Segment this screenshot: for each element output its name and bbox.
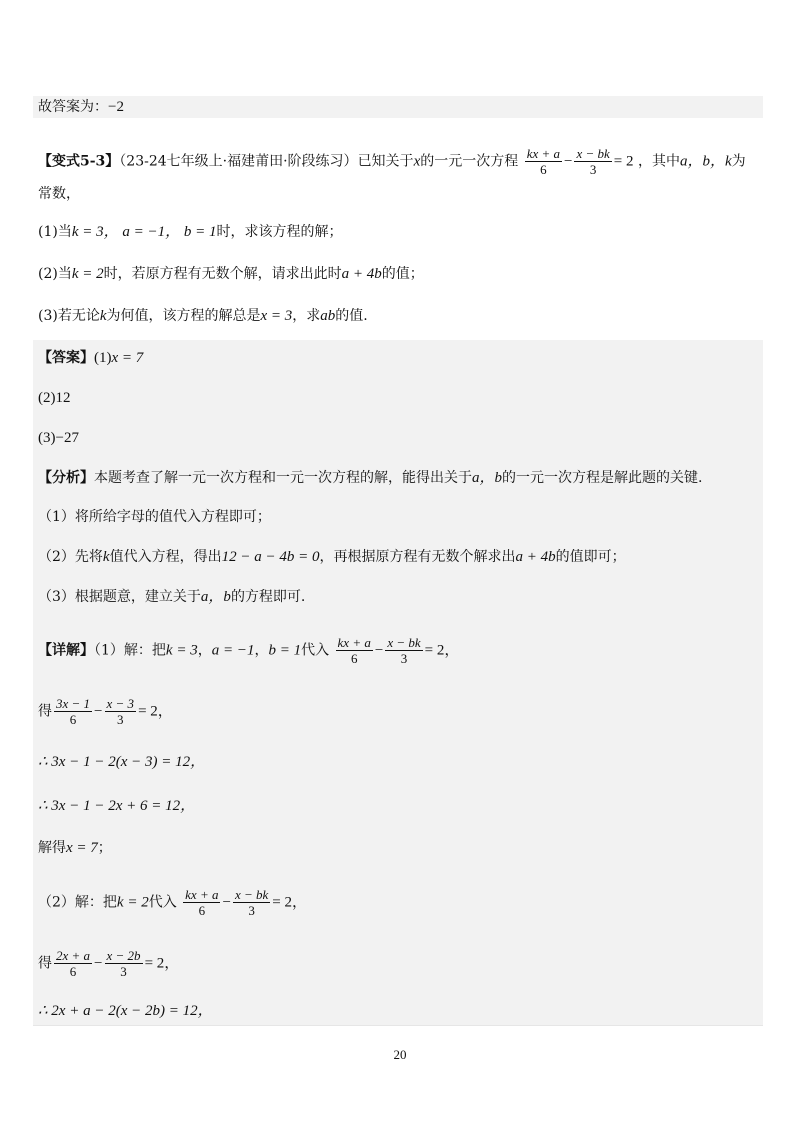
- answer-1-prefix: (1): [94, 350, 112, 366]
- minus-sign: −: [374, 642, 384, 659]
- detail-s5-a: 解得: [38, 840, 66, 856]
- fraction-denominator: 3: [248, 903, 255, 918]
- detail-s1-m1: k = 3: [165, 642, 198, 659]
- detail-s2-fraction-1: [54, 696, 92, 727]
- fraction-denominator: 3: [120, 964, 127, 979]
- answer-line-3: (3)−27: [38, 430, 79, 446]
- detail-s1-sep2: ，: [254, 642, 269, 659]
- previous-answer-value: −2: [108, 99, 124, 115]
- question-3-k: k: [99, 308, 107, 324]
- analysis-p2-math2: a + 4b: [515, 549, 556, 565]
- question-3: [38, 306, 368, 326]
- equation-rhs: = 2: [613, 153, 634, 170]
- problem-stem-line2: 常数，: [38, 186, 80, 202]
- detail-s2-rhs: = 2，: [138, 703, 173, 720]
- analysis-p2-c: ，再根据原方程有无数个解求出: [319, 549, 516, 565]
- detail-s1-fraction-2: [385, 635, 422, 666]
- analysis-p3-vars: a，b: [200, 589, 231, 605]
- analysis-p2-math: 12 − a − 4b = 0: [221, 549, 320, 565]
- answer-1-math: x = 7: [111, 350, 144, 366]
- detail-s6-a: （2）解：把: [38, 894, 117, 911]
- detail-s1-sep1: ，: [197, 642, 212, 659]
- detail-s7-fraction-2: [105, 948, 143, 979]
- question-2-math: k = 2: [71, 266, 104, 282]
- analysis-line: [38, 468, 702, 488]
- problem-fraction-1: [525, 146, 562, 177]
- previous-answer-line: [38, 97, 124, 117]
- analysis-p3-b: 的方程即可.: [230, 589, 306, 605]
- analysis-point-3: [38, 587, 305, 607]
- detail-s1-a: （1）解：把: [94, 642, 166, 659]
- detail-s2-fraction-2: [105, 696, 137, 727]
- analysis-p2-a: （2）先将: [38, 549, 103, 565]
- detail-s6-rhs: = 2，: [272, 894, 307, 911]
- question-3-text2: ，求: [292, 308, 321, 324]
- footer-divider: [33, 1025, 763, 1026]
- detail-s5-b: ；: [97, 840, 112, 856]
- fraction-numerator: 3x − 1: [56, 696, 91, 711]
- problem-line-1: [38, 146, 746, 177]
- detail-s2-a: 得: [38, 703, 52, 720]
- fraction-numerator: kx + a: [185, 887, 219, 902]
- solution-shade: [33, 340, 763, 1025]
- detail-step-3: ∴ 3x − 1 − 2(x − 3) = 12，: [38, 754, 206, 770]
- detail-step-4: ∴ 3x − 1 − 2x + 6 = 12，: [38, 798, 196, 814]
- fraction-numerator: x − bk: [387, 635, 421, 650]
- question-2: [38, 264, 424, 284]
- question-2-text: 时，若原方程有无数个解，请求出此时: [103, 266, 342, 282]
- analysis-text2: 的一元一次方程是解此题的关键.: [502, 470, 703, 486]
- fraction-denominator: 6: [198, 903, 206, 918]
- problem-stem-d: 为: [731, 153, 746, 170]
- question-1-text: 时，求该方程的解；: [216, 224, 343, 240]
- problem-line-2: [38, 184, 80, 204]
- fraction-numerator: x − 3: [106, 696, 135, 711]
- problem-var-x: x: [413, 153, 421, 170]
- detail-tag: 【详解】: [38, 642, 94, 659]
- fraction-denominator: 6: [540, 162, 547, 177]
- minus-sign: −: [564, 153, 573, 170]
- detail-s6-fraction-1: [183, 887, 220, 918]
- problem-source: （23-24七年级上·福建莆田·阶段练习）: [119, 153, 358, 170]
- detail-step-6: [38, 887, 307, 918]
- fraction-denominator: 3: [589, 162, 597, 177]
- detail-step-5: [38, 838, 112, 858]
- question-3-text: 为何值，该方程的解总是: [106, 308, 261, 324]
- fraction-numerator: x − 2b: [106, 948, 141, 963]
- detail-s1-fraction-1: [336, 635, 373, 666]
- question-1-math: k = 3， a = −1， b = 1: [71, 224, 217, 240]
- question-1-prefix: (1)当: [38, 224, 72, 240]
- detail-s7-a: 得: [38, 955, 52, 972]
- analysis-point-1: （1）将所给字母的值代入方程即可；: [38, 509, 271, 525]
- question-2-suffix: 的值；: [381, 266, 424, 282]
- analysis-p2-b: 值代入方程，得出: [109, 549, 222, 565]
- answer-header-shade: [33, 96, 763, 118]
- question-2-math2: a + 4b: [341, 266, 382, 282]
- problem-stem-b: 的一元一次方程: [420, 153, 519, 170]
- answer-line-2: (2)12: [38, 390, 71, 406]
- detail-s7-fraction-1: [54, 948, 92, 979]
- fraction-numerator: kx + a: [337, 635, 371, 650]
- detail-s6-fraction-2: [233, 887, 270, 918]
- minus-sign: −: [94, 703, 103, 720]
- problem-stem-c: ，其中: [637, 153, 680, 170]
- analysis-p2-d: 的值即可；: [555, 549, 626, 565]
- analysis-tag: 【分析】: [38, 470, 94, 486]
- detail-s6-b: 代入: [148, 894, 177, 911]
- analysis-point-2: [38, 547, 626, 567]
- detail-s6-math: k = 2: [116, 894, 149, 911]
- answer-line-1: [38, 348, 143, 368]
- problem-vars: a，b，k: [679, 153, 732, 170]
- previous-answer-label: 故答案为：: [38, 99, 108, 115]
- problem-stem-a: 已知关于: [357, 153, 414, 170]
- detail-s7-rhs: = 2，: [144, 955, 180, 972]
- fraction-numerator: x − bk: [234, 887, 269, 902]
- detail-s5-math: x = 7: [66, 840, 98, 856]
- question-3-math: x = 3: [260, 308, 293, 324]
- minus-sign: −: [94, 955, 103, 972]
- analysis-vars: a，b: [472, 470, 503, 486]
- question-3-suffix: 的值.: [335, 308, 368, 324]
- fraction-denominator: 3: [400, 651, 408, 666]
- detail-step-8: ∴ 2x + a − 2(x − 2b) = 12，: [38, 1003, 213, 1019]
- fraction-denominator: 6: [69, 964, 77, 979]
- page-number: 20: [393, 1047, 407, 1062]
- question-3-ab: ab: [320, 308, 336, 324]
- question-2-prefix: (2)当: [38, 266, 72, 282]
- detail-step-2: [38, 696, 173, 727]
- analysis-p2-k: k: [102, 549, 110, 565]
- detail-s1-m3: b = 1: [268, 642, 302, 659]
- fraction-denominator: 6: [69, 712, 77, 727]
- fraction-numerator: 2x + a: [56, 948, 91, 963]
- detail-step-1: [38, 635, 459, 666]
- question-3-prefix: (3)若无论: [38, 308, 100, 324]
- fraction-denominator: 3: [117, 712, 124, 727]
- analysis-p3-a: （3）根据题意，建立关于: [38, 589, 201, 605]
- fraction-numerator: kx + a: [526, 146, 560, 161]
- problem-fraction-2: [574, 146, 611, 177]
- answer-tag: 【答案】: [38, 350, 94, 366]
- detail-s1-b: 代入: [301, 642, 330, 659]
- analysis-text: 本题考查了解一元一次方程和一元一次方程的解，能得出关于: [94, 470, 472, 486]
- minus-sign: −: [222, 894, 231, 911]
- detail-s1-rhs: = 2，: [424, 642, 460, 659]
- detail-s1-m2: a = −1: [211, 642, 255, 659]
- question-1: [38, 222, 343, 242]
- fraction-numerator: x − bk: [576, 146, 610, 161]
- detail-step-7: [38, 948, 179, 979]
- problem-tag: 【变式5-3】: [38, 153, 120, 170]
- fraction-denominator: 6: [350, 651, 358, 666]
